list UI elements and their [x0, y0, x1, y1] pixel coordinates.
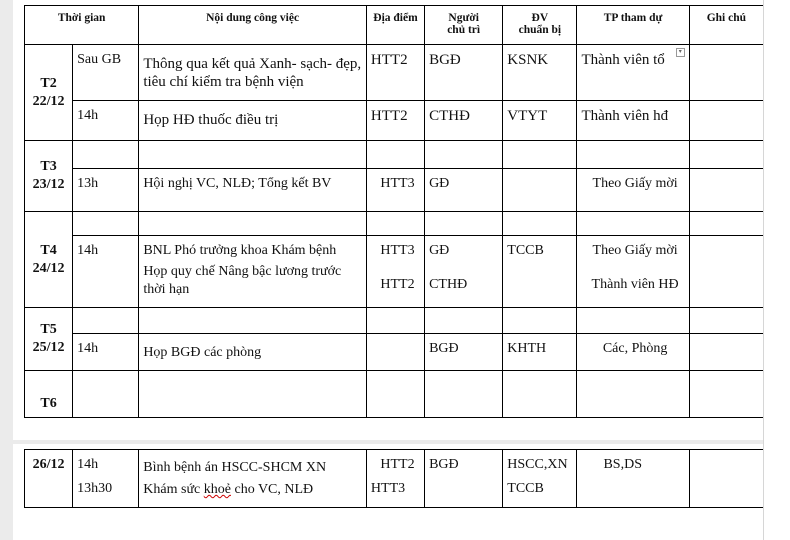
place-cell: HTT3 HTT2 — [366, 236, 424, 308]
prep-cell: KSNK — [503, 45, 577, 101]
host-cell: GĐ CTHĐ — [425, 236, 503, 308]
header-prep: ĐV chuẩn bị — [503, 6, 577, 45]
time-cell: Sau GB — [73, 45, 139, 101]
header-host: Người chủ trì — [425, 6, 503, 45]
day-cell-26-12: 26/12 — [25, 450, 73, 508]
time-cell: 14h — [73, 236, 139, 308]
table-row — [25, 141, 764, 169]
table-row — [25, 45, 764, 101]
place-cell: HTT3 — [366, 169, 424, 212]
time-cell: 14h 13h30 — [73, 450, 139, 508]
header-note: Ghi chú — [689, 6, 763, 45]
header-content: Nội dung công việc — [139, 6, 367, 45]
table-row — [25, 308, 764, 334]
spellcheck-word[interactable]: khoẻ — [203, 482, 231, 497]
table-row — [25, 101, 764, 141]
table-row — [25, 212, 764, 236]
attendees-cell: Các, Phòng — [577, 334, 689, 371]
prep-cell: KHTH — [503, 334, 577, 371]
content-cell: Hội nghị VC, NLĐ; Tổng kết BV — [139, 169, 367, 212]
host-cell: BGĐ — [425, 334, 503, 371]
prep-cell: HSCC,XN TCCB — [503, 450, 577, 508]
content-cell: Bình bệnh án HSCC-SHCM XN Khám sức khoẻ cho VC, NLĐ — [139, 450, 367, 508]
attendees-cell: Theo Giấy mời — [577, 169, 689, 212]
prep-cell — [503, 169, 577, 212]
time-cell: 14h — [73, 334, 139, 371]
note-cell[interactable] — [689, 236, 763, 308]
header-row — [25, 6, 764, 45]
attendees-cell: Thành viên tổ ▾ — [577, 45, 689, 101]
day-cell-t6: T6 — [25, 371, 73, 418]
attendees-cell: BS,DS — [577, 450, 689, 508]
attendees-cell: Thành viên hđ — [577, 101, 689, 141]
host-cell: BGĐ — [425, 45, 503, 101]
content-cell: BNL Phó trưởng khoa Khám bệnh Họp quy chế Nâng bậc lương trước thời hạn — [139, 236, 367, 308]
day-cell-t3: T3 23/12 — [25, 141, 73, 212]
host-cell: GĐ — [425, 169, 503, 212]
place-cell: HTT2 — [366, 101, 424, 141]
note-cell[interactable] — [689, 334, 763, 371]
place-cell — [366, 334, 424, 371]
table-row — [25, 334, 764, 371]
host-cell: CTHĐ — [425, 101, 503, 141]
document-page-2 — [13, 444, 763, 540]
day-cell-t2: T2 22/12 — [25, 45, 73, 141]
table-row — [25, 236, 764, 308]
content-cell: Họp BGĐ các phòng — [139, 334, 367, 371]
header-time: Thời gian — [25, 6, 139, 45]
place-cell: HTT2 — [366, 45, 424, 101]
host-cell: BGĐ — [425, 450, 503, 508]
header-attendees: TP tham dự — [577, 6, 689, 45]
schedule-continuation-table — [24, 449, 764, 508]
prep-cell: TCCB — [503, 236, 577, 308]
header-place: Địa điểm — [366, 6, 424, 45]
dropdown-marker-icon[interactable]: ▾ — [676, 48, 685, 57]
note-cell[interactable] — [689, 450, 763, 508]
table-row — [25, 371, 764, 418]
time-cell: 14h — [73, 101, 139, 141]
prep-cell: VTYT — [503, 101, 577, 141]
note-cell[interactable] — [689, 169, 763, 212]
day-cell-t5: T5 25/12 — [25, 308, 73, 371]
table-row — [25, 450, 764, 508]
attendees-cell: Theo Giấy mời Thành viên HĐ — [577, 236, 689, 308]
place-cell: HTT2 HTT3 — [366, 450, 424, 508]
content-cell: Thông qua kết quả Xanh- sạch- đẹp, tiêu chí kiểm tra bệnh viện — [139, 45, 367, 101]
note-cell[interactable] — [689, 101, 763, 141]
right-margin-panel — [763, 0, 790, 540]
document-page-1 — [13, 0, 763, 440]
weekly-schedule-table — [24, 5, 764, 418]
day-cell-t4: T4 24/12 — [25, 212, 73, 308]
time-cell: 13h — [73, 169, 139, 212]
content-cell: Họp HĐ thuốc điều trị — [139, 101, 367, 141]
table-row — [25, 169, 764, 212]
note-cell[interactable] — [689, 45, 763, 101]
